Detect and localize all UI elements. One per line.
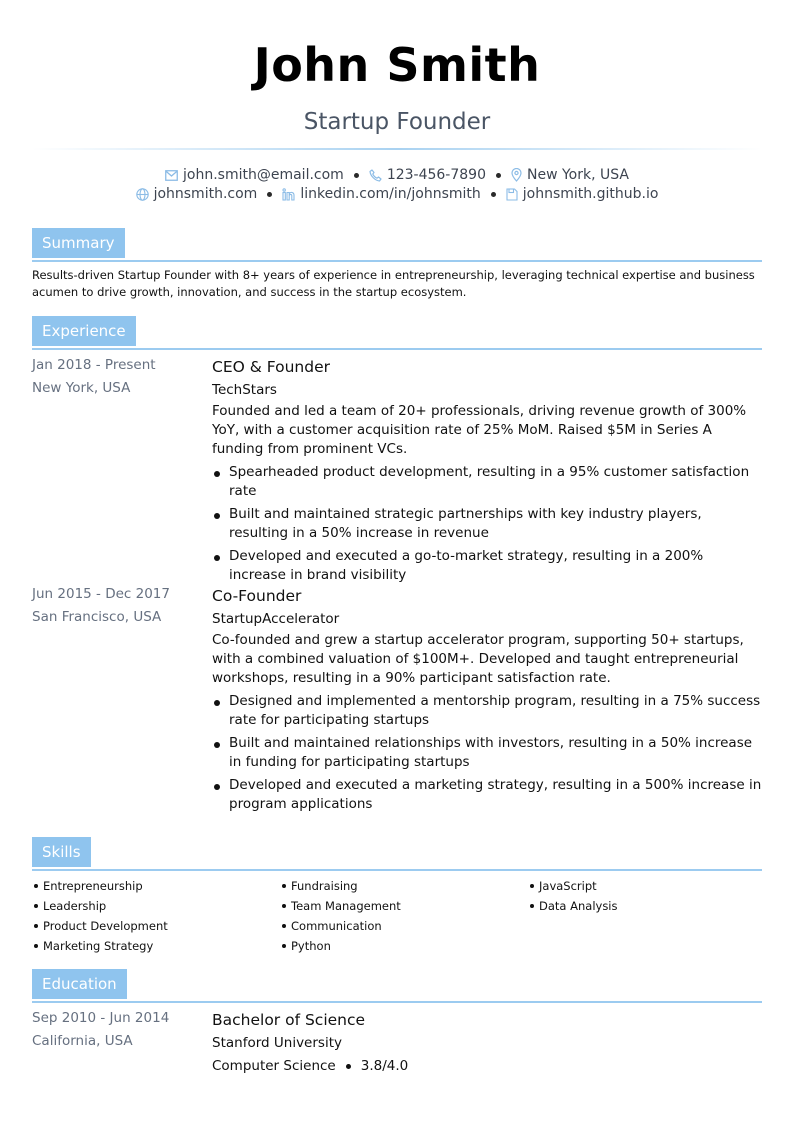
job-description: Co-founded and grew a startup accelerator program, supporting 50+ startups, with a combined valuation of $100M+. Developed and taught entrepreneurial workshops, resulting in a 90% participant satisfaction rate. xyxy=(212,632,744,686)
section-header-experience xyxy=(32,316,762,350)
achievement-text: Spearheaded product development, resulting in a 95% customer satisfaction rate xyxy=(229,464,750,499)
bullet-dot xyxy=(214,784,220,790)
achievement-text: Built and maintained strategic partnerships with key industry players, resulting in a 50% increase in revenue xyxy=(229,506,702,541)
section-title-summary: Summary xyxy=(32,228,125,258)
degree-title: Bachelor of Science xyxy=(212,1011,366,1029)
header-divider xyxy=(32,148,762,150)
achievement-text: Built and maintained relationships with investors, resulting in a 50% increase in funding for participating startups xyxy=(229,735,753,770)
skills-column xyxy=(32,876,272,956)
linkedin-text: linkedin.com/in/johnsmith xyxy=(300,186,481,202)
bullet-dot xyxy=(214,700,220,706)
contact-row-primary xyxy=(0,166,794,184)
skill-label: Team Management xyxy=(291,899,401,913)
skill-item xyxy=(280,896,520,916)
achievement-text: Designed and implemented a mentorship program, resulting in a 75% success rate for participating startups xyxy=(229,693,761,728)
detail-separator xyxy=(346,1064,351,1069)
bullet-dot xyxy=(34,884,38,888)
summary-text: Results-driven Startup Founder with 8+ years of experience in entrepreneurship, leveraging technical expertise and business acumen to drive growth, innovation, and success in the startup ecosystem. xyxy=(32,268,755,299)
field-of-study: Computer Science xyxy=(212,1058,336,1074)
job-company: StartupAccelerator xyxy=(212,611,340,627)
globe-icon xyxy=(136,188,149,201)
job-company: TechStars xyxy=(212,382,277,398)
gpa-value: 3.8/4.0 xyxy=(360,1058,409,1074)
section-header-summary xyxy=(32,228,762,262)
bullet-dot xyxy=(282,944,286,948)
contact-location xyxy=(511,166,629,184)
phone-text: 123-456-7890 xyxy=(386,167,486,183)
skill-label: Fundraising xyxy=(291,879,358,893)
map-pin-icon xyxy=(511,168,522,182)
skill-label: Leadership xyxy=(43,899,107,913)
contact-separator xyxy=(267,192,272,197)
contact-row-secondary xyxy=(0,185,794,203)
achievement-item xyxy=(212,463,762,501)
bullet-dot xyxy=(34,924,38,928)
skill-label: Product Development xyxy=(43,919,168,933)
phone-icon xyxy=(369,169,382,182)
job-dates: Jan 2018 - Present xyxy=(32,357,156,373)
skill-item xyxy=(32,876,272,896)
achievement-item xyxy=(212,547,762,585)
job-location: San Francisco, USA xyxy=(32,609,162,625)
achievement-text: Developed and executed a go-to-market strategy, resulting in a 200% increase in brand visibility xyxy=(229,548,704,583)
contact-website[interactable] xyxy=(136,185,258,203)
website-text: johnsmith.com xyxy=(153,186,258,202)
achievement-item xyxy=(212,692,762,730)
bullet-dot xyxy=(530,884,534,888)
skill-label: Data Analysis xyxy=(539,899,618,913)
skill-item xyxy=(32,916,272,936)
education-details xyxy=(212,1055,762,1078)
job-location: New York, USA xyxy=(32,380,131,396)
bullet-dot xyxy=(530,904,534,908)
section-title-experience: Experience xyxy=(32,316,136,346)
bullet-dot xyxy=(282,904,286,908)
bullet-dot xyxy=(214,471,220,477)
job-title: CEO & Founder xyxy=(212,358,330,376)
envelope-icon xyxy=(165,170,178,181)
location-text: New York, USA xyxy=(527,167,629,183)
bullet-dot xyxy=(214,555,220,561)
job-description: Founded and led a team of 20+ professionals, driving revenue growth of 300% YoY, with a customer acquisition rate of 25% MoM. Raised $5M in Series A funding from prominent VCs. xyxy=(212,403,747,457)
school-name: Stanford University xyxy=(212,1035,342,1051)
job-achievements xyxy=(212,463,762,585)
achievement-item xyxy=(212,734,762,772)
achievement-item xyxy=(212,505,762,543)
contact-linkedin[interactable] xyxy=(282,185,480,203)
contact-separator xyxy=(496,173,501,178)
skill-item xyxy=(280,936,520,956)
job-entry xyxy=(212,355,762,589)
section-header-education xyxy=(32,969,762,1003)
section-title-skills: Skills xyxy=(32,837,91,867)
contact-phone[interactable] xyxy=(369,166,486,184)
skill-item xyxy=(528,896,768,916)
achievement-item xyxy=(212,776,762,814)
linkedin-icon xyxy=(282,188,295,201)
contact-email[interactable] xyxy=(165,166,344,184)
skill-item xyxy=(528,876,768,896)
job-meta xyxy=(32,583,170,629)
job-dates: Jun 2015 - Dec 2017 xyxy=(32,586,170,602)
skill-item xyxy=(32,936,272,956)
skill-label: Communication xyxy=(291,919,382,933)
github-text: johnsmith.github.io xyxy=(522,186,659,202)
contact-github[interactable] xyxy=(506,185,659,203)
skills-column xyxy=(528,876,768,916)
bullet-dot xyxy=(282,884,286,888)
bullet-dot xyxy=(214,742,220,748)
job-entry xyxy=(212,584,762,818)
bullet-dot xyxy=(34,944,38,948)
education-entry xyxy=(212,1008,762,1078)
skill-label: Python xyxy=(291,939,331,953)
contact-separator xyxy=(354,173,359,178)
job-meta xyxy=(32,354,156,400)
skill-label: JavaScript xyxy=(539,879,597,893)
section-title-education: Education xyxy=(32,969,127,999)
bullet-dot xyxy=(282,924,286,928)
skill-label: Marketing Strategy xyxy=(43,939,154,953)
skill-item xyxy=(280,916,520,936)
skills-column xyxy=(280,876,520,956)
education-meta xyxy=(32,1007,169,1053)
candidate-name: John Smith xyxy=(253,38,541,92)
job-achievements xyxy=(212,692,762,814)
contact-separator xyxy=(491,192,496,197)
bullet-dot xyxy=(34,904,38,908)
github-icon xyxy=(506,188,518,201)
section-header-skills xyxy=(32,837,762,871)
skill-item xyxy=(32,896,272,916)
education-location: California, USA xyxy=(32,1033,133,1049)
bullet-dot xyxy=(214,513,220,519)
candidate-title: Startup Founder xyxy=(303,109,491,135)
education-dates: Sep 2010 - Jun 2014 xyxy=(32,1010,170,1026)
skill-item xyxy=(280,876,520,896)
job-title: Co-Founder xyxy=(212,587,302,605)
skill-label: Entrepreneurship xyxy=(43,879,143,893)
email-text: john.smith@email.com xyxy=(183,167,344,183)
achievement-text: Developed and executed a marketing strategy, resulting in a 500% increase in program applications xyxy=(229,777,762,812)
